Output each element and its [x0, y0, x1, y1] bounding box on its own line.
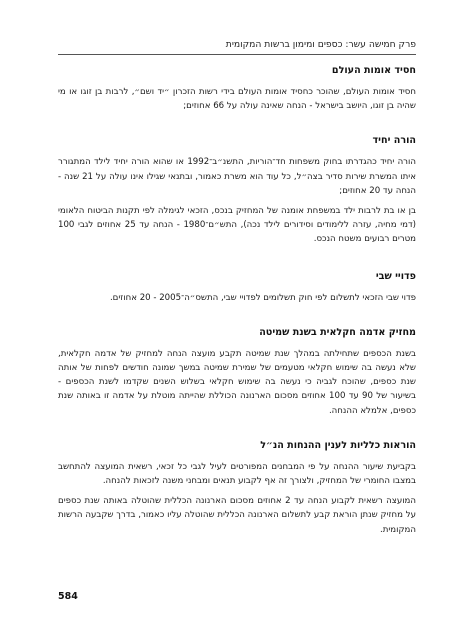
- section-single-parent: [58, 134, 416, 246]
- section-general-instructions: [58, 439, 416, 537]
- section-title: הורה יחיד: [372, 135, 416, 147]
- section-paragraph: הורה יחיד כהגדרתו בחוק משפחות חד־הוריות, התשנ״ב־1992 או שהוא הורה יחיד לילד המתגורר איתו המשרת שירות סדיר בצה״ל, כל עוד הוא משרת כאמור, ובתנאי שגילו אינו עולה על 21 שנה - הנחה עד 20 אחוזים;: [58, 157, 416, 196]
- section-paragraph: פדוי שבי הזכאי לתשלום לפי חוק תשלומים לפדויי שבי, התשס״ה־2005 - 20 אחוזים.: [109, 292, 416, 303]
- section-shmita-farmland: [58, 326, 416, 418]
- section-title: פדויי שבי: [375, 270, 416, 282]
- section-righteous-among-nations: [58, 64, 416, 113]
- running-head: פרק חמישה עשר: כספים ומימון ברשות המקומית: [58, 38, 416, 55]
- section-redeemed-captives: [58, 270, 416, 305]
- section-paragraph: בשנת הכספים שתחילתה במהלך שנת שמיטה תקבע מועצה הנחה למחזיק של אדמה חקלאית, שלא נעשה בה שימוש חקלאי מטעמים של שמירת שמיטה במשך שמונה חודשים לפחות של אותה שנת כספים, שהוכח לגביה כי נעשה בה שימוש חקלאי בשלוש השנים שקדמו לשנת הכספים - בשיעור של 90 עד 100 אחוזים מסכום הארנונה הכוללת שהייתה מוטלת על אדמה זו באותה שנת כספים, אלמלא ההנחה.: [58, 348, 416, 416]
- section-paragraph: בן או בת לרבות ילד במשפחת אומנה של המחזיק בנכס, הזכאי לגימלה לפי תקנות הביטוח הלאומי (דמי מחיה, עזרה ללימודים וסידורים לילד נכה), התש״ם־1980 - הנחה עד 25 אחוזים לגבי 100 מטרים רבועים משטח הנכס.: [58, 206, 416, 245]
- section-title: הוראות כלליות לענין ההנחות הנ״ל: [260, 439, 416, 451]
- section-paragraph: בקביעת שיעור ההנחה על פי המבחנים המפורטים לעיל לגבי כל זכאי, רשאית המועצה להתחשב במצבו החומרי של המחזיק, ולצורך זה אף לקבוע תנאים ומבחני משנה לזכאות להנחה.: [58, 461, 416, 487]
- section-title: מחזיק אדמה חקלאית בשנת שמיטה: [259, 326, 416, 338]
- section-paragraph: המועצה רשאית לקבוע הנחה עד 2 אחוזים מסכום הארנונה הכללית שהוטלה באותה שנת כספים על מחזיק שנתן הוראת קבע לתשלום הארנונה הכללית שהוטלה עליו כאמור, בדרך שקבעה הרשות המקומית.: [58, 496, 416, 535]
- section-paragraph: חסיד אומות העולם, שהוכר כחסיד אומות העולם בידי רשות הזכרון ״יד ושם״, לרבות בן זוגו או מי שהיה בן זוגו, היושב בישראל - הנחה שאינה עולה על 66 אחוזים;: [58, 87, 416, 112]
- page-number: 584: [58, 591, 78, 602]
- section-title: חסיד אומות העולם: [331, 65, 416, 76]
- page-content: [58, 64, 416, 543]
